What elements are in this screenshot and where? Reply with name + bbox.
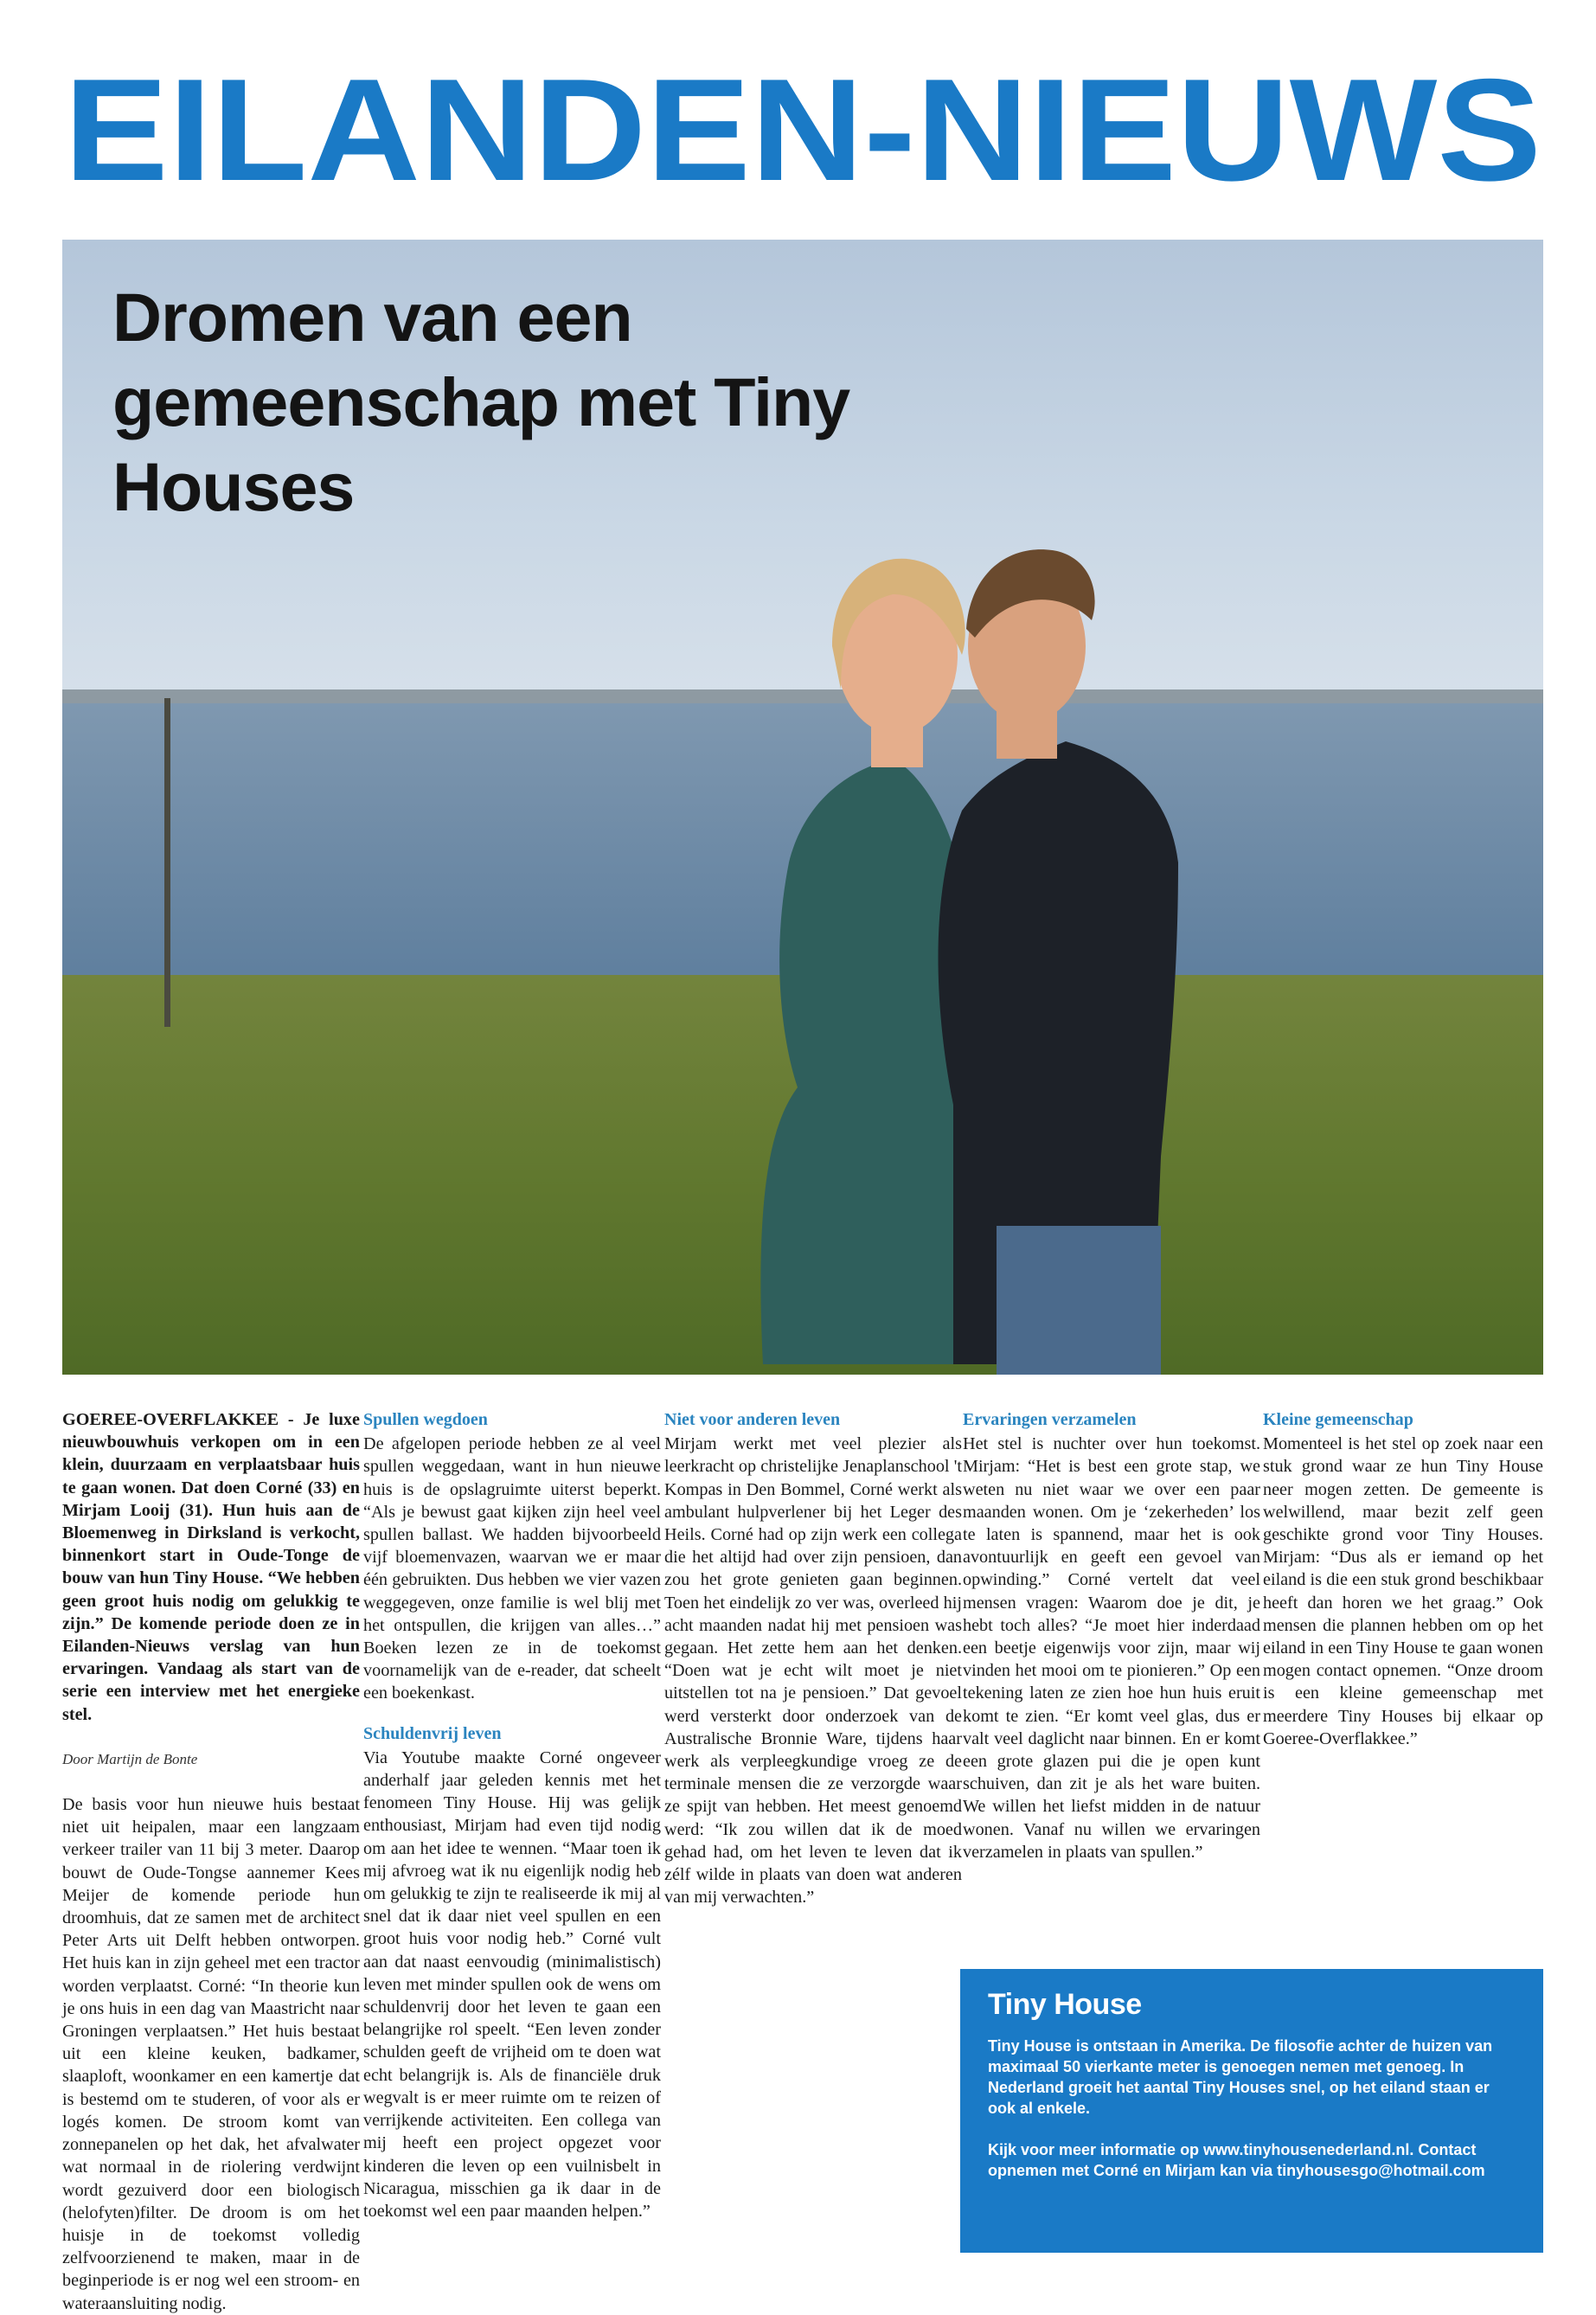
article-lead: GOEREE-OVERFLAKKEE - Je luxe nieuwbouwhuis verkopen om in een klein, duurzaam en verplaatsbaar huis te gaan wonen. Dat doen Corné (33) en Mirjam Looij (31). Hun huis aan de Bloemenweg in Dirksland is verkocht, binnenkort start in Oude-Tonge de bouw van hun Tiny House. “We hebben geen groot huis nodig om gelukkig te zijn.” De komende periode doen ze in Eilanden-Nieuws verslag van hun ervaringen. Vandaag als start van de serie een interview met het energieke stel.	[62, 1410, 360, 1724]
subhead-schuldenvrij: Schuldenvrij leven	[363, 1723, 502, 1743]
article-paragraph-intro: De basis voor hun nieuwe huis bestaat niet uit heipalen, maar een langzaam verkeer trailer van 11 bij 3 meter. Daarop bouwt de Oude-Tongse aannemer Kees Meijer de komende periode hun droomhuis, dat ze samen met de architect Peter Arts uit Delft hebben ontworpen. Het huis kan in zijn geheel met een tractor worden verplaatst. Corné: “In theorie kun je ons huis in een dag van Maastricht naar Groningen verplaatsen.” Het huis bestaat uit een kleine keuken, badkamer, slaaploft, woonkamer en een kamertje dat is bestemd om te studeren, of voor als er logés komen. De stroom komt van zonnepanelen op het dak, het afvalwater wat normaal in de riolering verdwijnt wordt gezuiverd door een biologisch (helofyten)filter. De droom is om het huisje in de toekomst volledig zelfvoorzienend te maken, maar in de beginperiode is er nog wel een stroom- en wateraansluiting nodig.	[62, 1795, 360, 2313]
subhead-niet-voor-anderen: Niet voor anderen leven	[664, 1410, 841, 1429]
masthead	[62, 69, 1543, 190]
byline: Door Martijn de Bonte	[62, 1750, 198, 1767]
infobox-text-2: Kijk voor meer informatie op www.tinyhousenederland.nl. Contact opnemen met Corné en Mirjam kan via tinyhousesgo@hotmail.com	[988, 2141, 1485, 2179]
infobox-text-1: Tiny House is ontstaan in Amerika. De filosofie achter de huizen van maximaal 50 vierkante meter is genoegen nemen met genoeg. In Nederland groeit het aantal Tiny Houses snel, op het eiland staan er ook al enkele.	[988, 2037, 1493, 2117]
paragraph-ervaringen: Het stel is nuchter over hun toekomst. Mirjam: “Het is best een grote stap, we weten nu niet waar we over een paar maanden wonen. Om je ‘zekerheden’ los te laten is spannend, maar het is ook avontuurlijk en geeft een gevoel van opwinding.” Corné vertelt dat veel mensen vragen: Waarom doe je dit, je hebt toch alles? “Je moet hier inderdaad een beetje eigenwijs voor zijn, maar wij vinden het mooi om te pionieren.” Op een tekening laten ze zien hoe hun huis eruit komt te zien. “Er komt veel glas, dus er valt veel daglicht naar binnen. En er komt een grote glazen pui die je open kunt schuiven, dan zit je als het ware buiten. We willen het liefst midden in de natuur wonen. Vanaf nu willen we ervaringen verzamelen in plaats van spullen.”	[963, 1434, 1260, 1862]
article-column-4	[963, 1408, 1260, 1863]
masthead-title: EILANDEN-NIEUWS	[64, 69, 1542, 190]
paragraph-kleine-gemeenschap: Momenteel is het stel op zoek naar een stuk grond waar ze hun Tiny House neer mogen zetten. De gemeente is welwillend, maar bezit zelf geen geschikte grond voor Tiny Houses. Mirjam: “Dus als er iemand op het eiland is die een stuk grond beschikbaar heeft dan horen we het graag.” Ook mensen die plannen hebben om op het eiland in een Tiny House te gaan wonen mogen contact opnemen. “Onze droom is een kleine gemeenschap met meerdere Tiny Houses bij elkaar op Goeree-Overflakkee.”	[1263, 1434, 1543, 1748]
subhead-kleine-gemeenschap: Kleine gemeenschap	[1263, 1410, 1413, 1429]
infobox-title: Tiny House	[988, 1988, 1142, 2021]
article-column-2	[363, 1408, 661, 2222]
subhead-spullen: Spullen wegdoen	[363, 1410, 488, 1429]
paragraph-schuldenvrij: Via Youtube maakte Corné ongeveer anderhalf jaar geleden kennis met het fenomeen Tiny House. Hij was gelijk enthousiast, Mirjam had even tijd nodig om aan het idee te wennen. “Maar toen ik mij afvroeg wat ik nu eigenlijk nodig heb om gelukkig te zijn te realiseerde ik mij al snel dat ik daar niet veel spullen en een groot huis voor nodig heb.” Corné vult aan dat naast eenvoudig (minimalistisch) leven met minder spullen ook de wens om schuldenvrij door het leven te gaan een belangrijke rol speelt. “Een leven zonder schulden geeft de vrijheid om te doen wat echt belangrijk is. Als de financiële druk wegvalt is er meer ruimte om te reizen of verrijkende activiteiten. Een collega van mij heeft een project opgezet voor kinderen die leven op een vuilnisbelt in Nicaragua, misschien ga ik daar in de toekomst wel een paar maanden helpen.”	[363, 1747, 661, 2221]
article-column-1	[62, 1408, 360, 2315]
tiny-house-infobox	[960, 1969, 1543, 2253]
article-column-3	[664, 1408, 962, 1908]
paragraph-spullen: De afgelopen periode hebben ze al veel spullen weggedaan, want in hun nieuwe huis is de opslagruimte uiterst beperkt. “Als je bewust gaat kijken zijn heel veel spullen ballast. We hadden bijvoorbeeld vijf bloemenvazen, waarvan we er maar één gebruikten. Dus hebben we vier vazen weggegeven, onze familie is wel blij met het ontspullen, die krijgen van alles…” Boeken lezen ze in de toekomst voornamelijk van de e-reader, dat scheelt een boekenkast.	[363, 1434, 661, 1703]
article-headline: Dromen van een gemeenschap met Tiny Houses	[112, 279, 850, 525]
article-column-5	[1263, 1408, 1543, 1750]
paragraph-niet-voor-anderen: Mirjam werkt met veel plezier als leerkracht op christelijke Jenaplanschool 't Kompas in Den Bommel, Corné werkt als ambulant hulpverlener bij het Leger des Heils. Corné had op zijn werk een collega die het altijd had over zijn pensioen, dan zou het grote genieten gaan beginnen. Toen het eindelijk zo ver was, overleed hij acht maanden nadat hij met pensioen was gegaan. Het zette hem aan het denken. “Doen wat je echt wilt moet je niet uitstellen tot na je pensioen.” Dat gevoel werd versterkt door onderzoek van de Australische Bronnie Ware, tijdens haar werk als verpleegkundige vroeg ze de terminale mensen die ze verzorgde waar ze spijt van hebben. Het meest genoemd werd: “Ik zou willen dat ik de moed gehad had, om het leven te leven dat ik zélf wilde in plaats van doen wat anderen van mij verwachten.”	[664, 1434, 962, 1908]
subhead-ervaringen: Ervaringen verzamelen	[963, 1410, 1137, 1429]
